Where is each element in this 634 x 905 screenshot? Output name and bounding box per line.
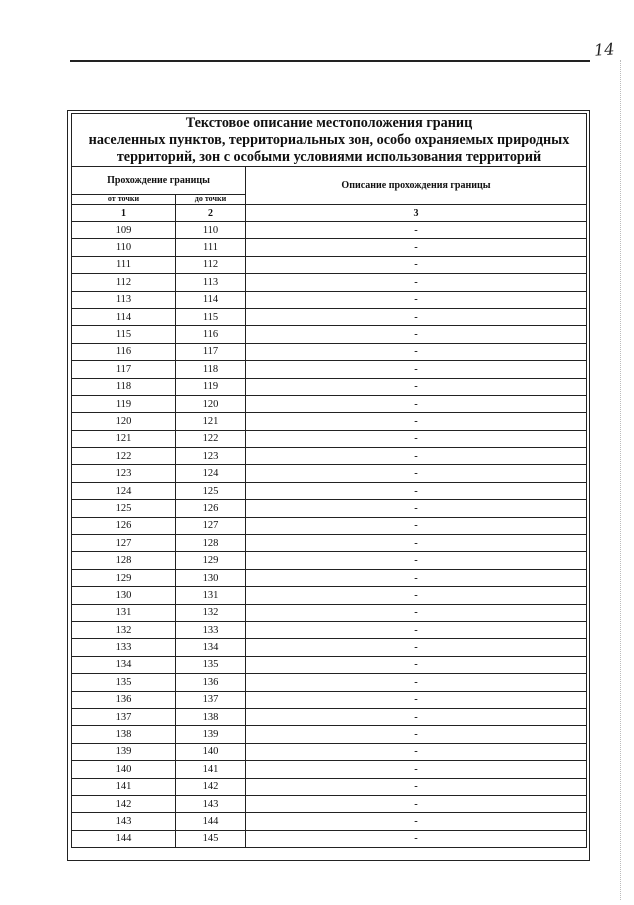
from-point-cell: 139 bbox=[72, 743, 176, 760]
to-point-cell: 122 bbox=[176, 430, 246, 447]
description-cell: - bbox=[246, 795, 587, 812]
from-point-cell: 109 bbox=[72, 222, 176, 239]
boundary-table bbox=[71, 113, 587, 848]
description-cell: - bbox=[246, 587, 587, 604]
from-point-cell: 124 bbox=[72, 482, 176, 499]
from-point-cell: 138 bbox=[72, 726, 176, 743]
description-cell: - bbox=[246, 326, 587, 343]
to-point-cell: 141 bbox=[176, 761, 246, 778]
to-point-cell: 117 bbox=[176, 343, 246, 360]
table-row bbox=[72, 326, 587, 343]
table-row bbox=[72, 378, 587, 395]
from-point-cell: 116 bbox=[72, 343, 176, 360]
to-point-cell: 134 bbox=[176, 639, 246, 656]
from-point-cell: 136 bbox=[72, 691, 176, 708]
description-cell: - bbox=[246, 343, 587, 360]
description-cell: - bbox=[246, 256, 587, 273]
table-row bbox=[72, 691, 587, 708]
description-cell: - bbox=[246, 552, 587, 569]
header-passage: Прохождение границы bbox=[72, 167, 246, 195]
column-number-2: 2 bbox=[176, 205, 246, 222]
from-point-cell: 128 bbox=[72, 552, 176, 569]
from-point-cell: 120 bbox=[72, 413, 176, 430]
to-point-cell: 111 bbox=[176, 239, 246, 256]
table-row bbox=[72, 482, 587, 499]
description-cell: - bbox=[246, 239, 587, 256]
from-point-cell: 118 bbox=[72, 378, 176, 395]
to-point-cell: 112 bbox=[176, 256, 246, 273]
description-cell: - bbox=[246, 621, 587, 638]
top-rule bbox=[70, 60, 590, 62]
to-point-cell: 120 bbox=[176, 395, 246, 412]
table-row bbox=[72, 222, 587, 239]
description-cell: - bbox=[246, 448, 587, 465]
to-point-cell: 114 bbox=[176, 291, 246, 308]
table-row bbox=[72, 465, 587, 482]
description-cell: - bbox=[246, 430, 587, 447]
to-point-cell: 119 bbox=[176, 378, 246, 395]
to-point-cell: 127 bbox=[176, 517, 246, 534]
to-point-cell: 118 bbox=[176, 361, 246, 378]
to-point-cell: 140 bbox=[176, 743, 246, 760]
title-row bbox=[72, 114, 587, 167]
description-cell: - bbox=[246, 274, 587, 291]
table-row bbox=[72, 256, 587, 273]
table-row bbox=[72, 239, 587, 256]
to-point-cell: 142 bbox=[176, 778, 246, 795]
to-point-cell: 129 bbox=[176, 552, 246, 569]
to-point-cell: 131 bbox=[176, 587, 246, 604]
description-cell: - bbox=[246, 465, 587, 482]
description-cell: - bbox=[246, 569, 587, 586]
to-point-cell: 116 bbox=[176, 326, 246, 343]
title-line-2: населенных пунктов, территориальных зон, особо охраняемых природных bbox=[88, 132, 570, 148]
description-cell: - bbox=[246, 639, 587, 656]
from-point-cell: 117 bbox=[72, 361, 176, 378]
table-row bbox=[72, 587, 587, 604]
description-cell: - bbox=[246, 482, 587, 499]
from-point-cell: 137 bbox=[72, 708, 176, 725]
table-row bbox=[72, 308, 587, 325]
from-point-cell: 130 bbox=[72, 587, 176, 604]
from-point-cell: 125 bbox=[72, 500, 176, 517]
table-row bbox=[72, 830, 587, 847]
from-point-cell: 141 bbox=[72, 778, 176, 795]
column-number-3: 3 bbox=[246, 205, 587, 222]
table-row bbox=[72, 500, 587, 517]
table-row bbox=[72, 343, 587, 360]
from-point-cell: 134 bbox=[72, 656, 176, 673]
from-point-cell: 129 bbox=[72, 569, 176, 586]
table-row bbox=[72, 708, 587, 725]
description-cell: - bbox=[246, 291, 587, 308]
table-row bbox=[72, 413, 587, 430]
from-point-cell: 112 bbox=[72, 274, 176, 291]
column-number-row bbox=[72, 205, 587, 222]
description-cell: - bbox=[246, 378, 587, 395]
to-point-cell: 145 bbox=[176, 830, 246, 847]
table-row bbox=[72, 448, 587, 465]
header-description: Описание прохождения границы bbox=[246, 167, 587, 205]
to-point-cell: 128 bbox=[176, 535, 246, 552]
description-cell: - bbox=[246, 813, 587, 830]
table-row bbox=[72, 743, 587, 760]
from-point-cell: 142 bbox=[72, 795, 176, 812]
description-cell: - bbox=[246, 500, 587, 517]
from-point-cell: 123 bbox=[72, 465, 176, 482]
from-point-cell: 140 bbox=[72, 761, 176, 778]
table-row bbox=[72, 274, 587, 291]
table-row bbox=[72, 395, 587, 412]
description-cell: - bbox=[246, 656, 587, 673]
description-cell: - bbox=[246, 761, 587, 778]
from-point-cell: 143 bbox=[72, 813, 176, 830]
description-cell: - bbox=[246, 674, 587, 691]
description-cell: - bbox=[246, 395, 587, 412]
header-from-point: от точки bbox=[72, 195, 176, 205]
description-cell: - bbox=[246, 691, 587, 708]
from-point-cell: 110 bbox=[72, 239, 176, 256]
table-title bbox=[72, 114, 587, 167]
description-cell: - bbox=[246, 778, 587, 795]
table-row bbox=[72, 291, 587, 308]
table-row bbox=[72, 552, 587, 569]
to-point-cell: 124 bbox=[176, 465, 246, 482]
to-point-cell: 139 bbox=[176, 726, 246, 743]
to-point-cell: 138 bbox=[176, 708, 246, 725]
from-point-cell: 122 bbox=[72, 448, 176, 465]
from-point-cell: 131 bbox=[72, 604, 176, 621]
to-point-cell: 137 bbox=[176, 691, 246, 708]
page-number: 14 bbox=[593, 39, 615, 60]
table-row bbox=[72, 795, 587, 812]
from-point-cell: 132 bbox=[72, 621, 176, 638]
to-point-cell: 115 bbox=[176, 308, 246, 325]
description-cell: - bbox=[246, 222, 587, 239]
to-point-cell: 110 bbox=[176, 222, 246, 239]
from-point-cell: 119 bbox=[72, 395, 176, 412]
from-point-cell: 127 bbox=[72, 535, 176, 552]
title-line-1: Текстовое описание местоположения границ bbox=[185, 115, 473, 131]
from-point-cell: 115 bbox=[72, 326, 176, 343]
header-row bbox=[72, 167, 587, 195]
description-cell: - bbox=[246, 708, 587, 725]
table-row bbox=[72, 621, 587, 638]
column-number-1: 1 bbox=[72, 205, 176, 222]
from-point-cell: 113 bbox=[72, 291, 176, 308]
to-point-cell: 121 bbox=[176, 413, 246, 430]
description-cell: - bbox=[246, 517, 587, 534]
to-point-cell: 144 bbox=[176, 813, 246, 830]
from-point-cell: 126 bbox=[72, 517, 176, 534]
to-point-cell: 132 bbox=[176, 604, 246, 621]
to-point-cell: 143 bbox=[176, 795, 246, 812]
table-row bbox=[72, 656, 587, 673]
from-point-cell: 135 bbox=[72, 674, 176, 691]
description-cell: - bbox=[246, 743, 587, 760]
to-point-cell: 135 bbox=[176, 656, 246, 673]
table-row bbox=[72, 569, 587, 586]
table-row bbox=[72, 674, 587, 691]
table-row bbox=[72, 778, 587, 795]
to-point-cell: 123 bbox=[176, 448, 246, 465]
table-row bbox=[72, 761, 587, 778]
from-point-cell: 114 bbox=[72, 308, 176, 325]
to-point-cell: 125 bbox=[176, 482, 246, 499]
from-point-cell: 111 bbox=[72, 256, 176, 273]
to-point-cell: 113 bbox=[176, 274, 246, 291]
table-row bbox=[72, 535, 587, 552]
description-cell: - bbox=[246, 535, 587, 552]
description-cell: - bbox=[246, 308, 587, 325]
table-row bbox=[72, 361, 587, 378]
description-cell: - bbox=[246, 830, 587, 847]
to-point-cell: 133 bbox=[176, 621, 246, 638]
to-point-cell: 136 bbox=[176, 674, 246, 691]
table-row bbox=[72, 813, 587, 830]
header-to-point: до точки bbox=[176, 195, 246, 205]
scan-edge-mark bbox=[620, 60, 621, 900]
table-row bbox=[72, 604, 587, 621]
table-row bbox=[72, 517, 587, 534]
title-line-3: территорий, зон с особыми условиями использования территорий bbox=[116, 149, 542, 165]
to-point-cell: 126 bbox=[176, 500, 246, 517]
from-point-cell: 133 bbox=[72, 639, 176, 656]
from-point-cell: 121 bbox=[72, 430, 176, 447]
description-cell: - bbox=[246, 361, 587, 378]
table-row bbox=[72, 726, 587, 743]
description-cell: - bbox=[246, 413, 587, 430]
description-cell: - bbox=[246, 726, 587, 743]
table-row bbox=[72, 639, 587, 656]
table-row bbox=[72, 430, 587, 447]
to-point-cell: 130 bbox=[176, 569, 246, 586]
description-cell: - bbox=[246, 604, 587, 621]
from-point-cell: 144 bbox=[72, 830, 176, 847]
table-body bbox=[72, 114, 587, 848]
